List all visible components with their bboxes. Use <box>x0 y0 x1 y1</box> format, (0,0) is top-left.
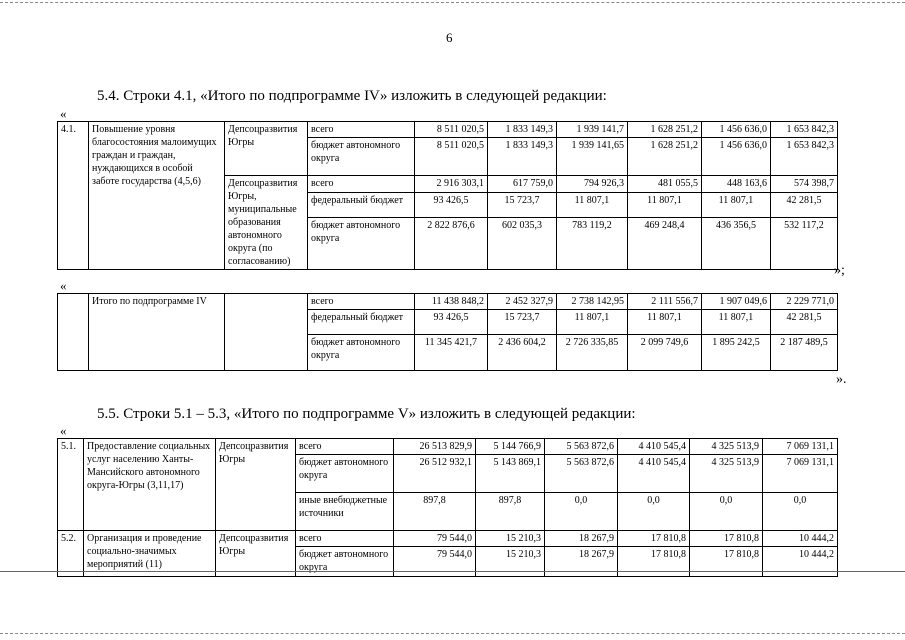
close-quote-2: ». <box>836 372 847 387</box>
executor: Депсоцразвития Югры <box>216 531 296 577</box>
funding-source: бюджет автономного округа <box>296 547 394 577</box>
funding-source: бюджет автономного округа <box>296 455 394 493</box>
table-cell: 1 456 636,0 <box>702 122 771 138</box>
table-cell: 532 117,2 <box>771 218 838 270</box>
table-cell: 8 511 020,5 <box>415 138 488 176</box>
table-cell: 11 807,1 <box>557 192 628 218</box>
table-cell: 1 895 242,5 <box>702 335 771 371</box>
table-rows-5-1-5-2 <box>57 438 838 577</box>
close-quote-1: »; <box>834 263 845 278</box>
table-cell: 11 807,1 <box>702 310 771 335</box>
table-cell: 5 144 766,9 <box>476 439 545 455</box>
table-cell: 15 210,3 <box>476 531 545 547</box>
table-cell: 15 723,7 <box>488 192 557 218</box>
table-cell: 79 544,0 <box>394 531 476 547</box>
funding-source: всего <box>296 531 394 547</box>
open-quote-3: « <box>60 423 67 438</box>
table-cell: 1 833 149,3 <box>488 122 557 138</box>
table-row-4-1 <box>57 121 838 270</box>
table-cell: 0,0 <box>763 493 838 531</box>
table-cell: 2 822 876,6 <box>415 218 488 270</box>
table-cell: 481 055,5 <box>628 176 702 193</box>
funding-source: бюджет автономного округа <box>308 335 415 371</box>
table-cell: 11 345 421,7 <box>415 335 488 371</box>
scan-bottom-edge <box>0 633 905 634</box>
table-cell: 2 738 142,95 <box>557 294 628 310</box>
row-number: 5.1. <box>58 439 84 531</box>
activity-name: Организация и проведение социально-значимых мероприятий (11) <box>84 531 216 577</box>
table-total-iv <box>57 293 838 371</box>
table-cell: 15 723,7 <box>488 310 557 335</box>
table-cell: 42 281,5 <box>771 310 838 335</box>
table-cell: 7 069 131,1 <box>763 455 838 493</box>
open-quote-1: « <box>60 106 67 121</box>
table-cell: 2 916 303,1 <box>415 176 488 193</box>
table-cell: 1 653 842,3 <box>771 138 838 176</box>
table-cell: 448 163,6 <box>702 176 771 193</box>
funding-source: всего <box>296 439 394 455</box>
table-cell: 783 119,2 <box>557 218 628 270</box>
row-number: 4.1. <box>58 122 89 270</box>
table-cell: 794 926,3 <box>557 176 628 193</box>
table-cell: 11 807,1 <box>557 310 628 335</box>
table-cell: 42 281,5 <box>771 192 838 218</box>
table-cell: 2 229 771,0 <box>771 294 838 310</box>
table-cell: 574 398,7 <box>771 176 838 193</box>
table-cell: 93 426,5 <box>415 310 488 335</box>
table-cell: 7 069 131,1 <box>763 439 838 455</box>
table-cell: 10 444,2 <box>763 547 838 577</box>
table-cell: 17 810,8 <box>690 547 763 577</box>
executor: Депсоцразвития Югры <box>216 439 296 531</box>
table-cell: 26 513 829,9 <box>394 439 476 455</box>
table-cell: 602 035,3 <box>488 218 557 270</box>
funding-source: всего <box>308 294 415 310</box>
executor <box>225 294 308 371</box>
table-cell: 11 807,1 <box>702 192 771 218</box>
row-number: 5.2. <box>58 531 84 577</box>
table-cell: 1 628 251,2 <box>628 122 702 138</box>
table-cell: 11 807,1 <box>628 192 702 218</box>
table-cell: 4 410 545,4 <box>618 455 690 493</box>
table-cell: 10 444,2 <box>763 531 838 547</box>
table-cell: 2 436 604,2 <box>488 335 557 371</box>
funding-source: бюджет автономного округа <box>308 218 415 270</box>
table-cell: 1 939 141,65 <box>557 138 628 176</box>
table-cell: 2 726 335,85 <box>557 335 628 371</box>
table-cell: 2 099 749,6 <box>628 335 702 371</box>
table-cell: 93 426,5 <box>415 192 488 218</box>
table-cell: 17 810,8 <box>690 531 763 547</box>
funding-source: всего <box>308 176 415 193</box>
table-cell: 2 452 327,9 <box>488 294 557 310</box>
table-cell: 1 456 636,0 <box>702 138 771 176</box>
executor: Депсоцразвития Югры, муниципальные образования автономного округа (по согласованию) <box>225 176 308 270</box>
table-cell: 1 907 049,6 <box>702 294 771 310</box>
table-cell: 1 653 842,3 <box>771 122 838 138</box>
page-cut-line <box>0 571 905 572</box>
table-cell: 1 833 149,3 <box>488 138 557 176</box>
table-cell: 469 248,4 <box>628 218 702 270</box>
funding-source: иные внебюджетные источники <box>296 493 394 531</box>
table-cell: 2 111 556,7 <box>628 294 702 310</box>
table-cell: 0,0 <box>690 493 763 531</box>
table-cell: 897,8 <box>476 493 545 531</box>
activity-name: Итого по подпрограмме IV <box>89 294 225 371</box>
table-cell: 8 511 020,5 <box>415 122 488 138</box>
table-cell: 11 438 848,2 <box>415 294 488 310</box>
table-cell: 0,0 <box>618 493 690 531</box>
funding-source: всего <box>308 122 415 138</box>
table-cell: 0,0 <box>545 493 618 531</box>
table-cell: 617 759,0 <box>488 176 557 193</box>
table-cell: 2 187 489,5 <box>771 335 838 371</box>
funding-source: федеральный бюджет <box>308 192 415 218</box>
table-cell: 4 410 545,4 <box>618 439 690 455</box>
table-cell: 17 810,8 <box>618 531 690 547</box>
table-cell: 5 563 872,6 <box>545 455 618 493</box>
table-cell: 18 267,9 <box>545 547 618 577</box>
table-cell: 4 325 513,9 <box>690 439 763 455</box>
row-number <box>58 294 89 371</box>
table-cell: 5 563 872,6 <box>545 439 618 455</box>
table-cell: 436 356,5 <box>702 218 771 270</box>
table-cell: 17 810,8 <box>618 547 690 577</box>
executor: Депсоцразвития Югры <box>225 122 308 176</box>
table-cell: 26 512 932,1 <box>394 455 476 493</box>
table-cell: 18 267,9 <box>545 531 618 547</box>
table-cell: 11 807,1 <box>628 310 702 335</box>
scan-top-edge <box>0 2 905 3</box>
table-cell: 4 325 513,9 <box>690 455 763 493</box>
funding-source: бюджет автономного округа <box>308 138 415 176</box>
activity-name: Предоставление социальных услуг населению Ханты-Мансийского автономного округа-Югры (3,11,17) <box>84 439 216 531</box>
table-cell: 1 939 141,7 <box>557 122 628 138</box>
table-cell: 15 210,3 <box>476 547 545 577</box>
table-cell: 79 544,0 <box>394 547 476 577</box>
table-cell: 5 143 869,1 <box>476 455 545 493</box>
funding-source: федеральный бюджет <box>308 310 415 335</box>
page-number: 6 <box>446 30 453 45</box>
table-cell: 1 628 251,2 <box>628 138 702 176</box>
open-quote-2: « <box>60 278 67 293</box>
activity-name: Повышение уровня благосостояния малоимущих граждан и граждан, нуждающихся в особой заботе государства (4,5,6) <box>89 122 225 270</box>
section-5-4-heading: 5.4. Строки 4.1, «Итого по подпрограмме IV» изложить в следующей редакции: <box>97 88 607 104</box>
table-cell: 897,8 <box>394 493 476 531</box>
section-5-5-heading: 5.5. Строки 5.1 – 5.3, «Итого по подпрограмме V» изложить в следующей редакции: <box>97 406 636 422</box>
